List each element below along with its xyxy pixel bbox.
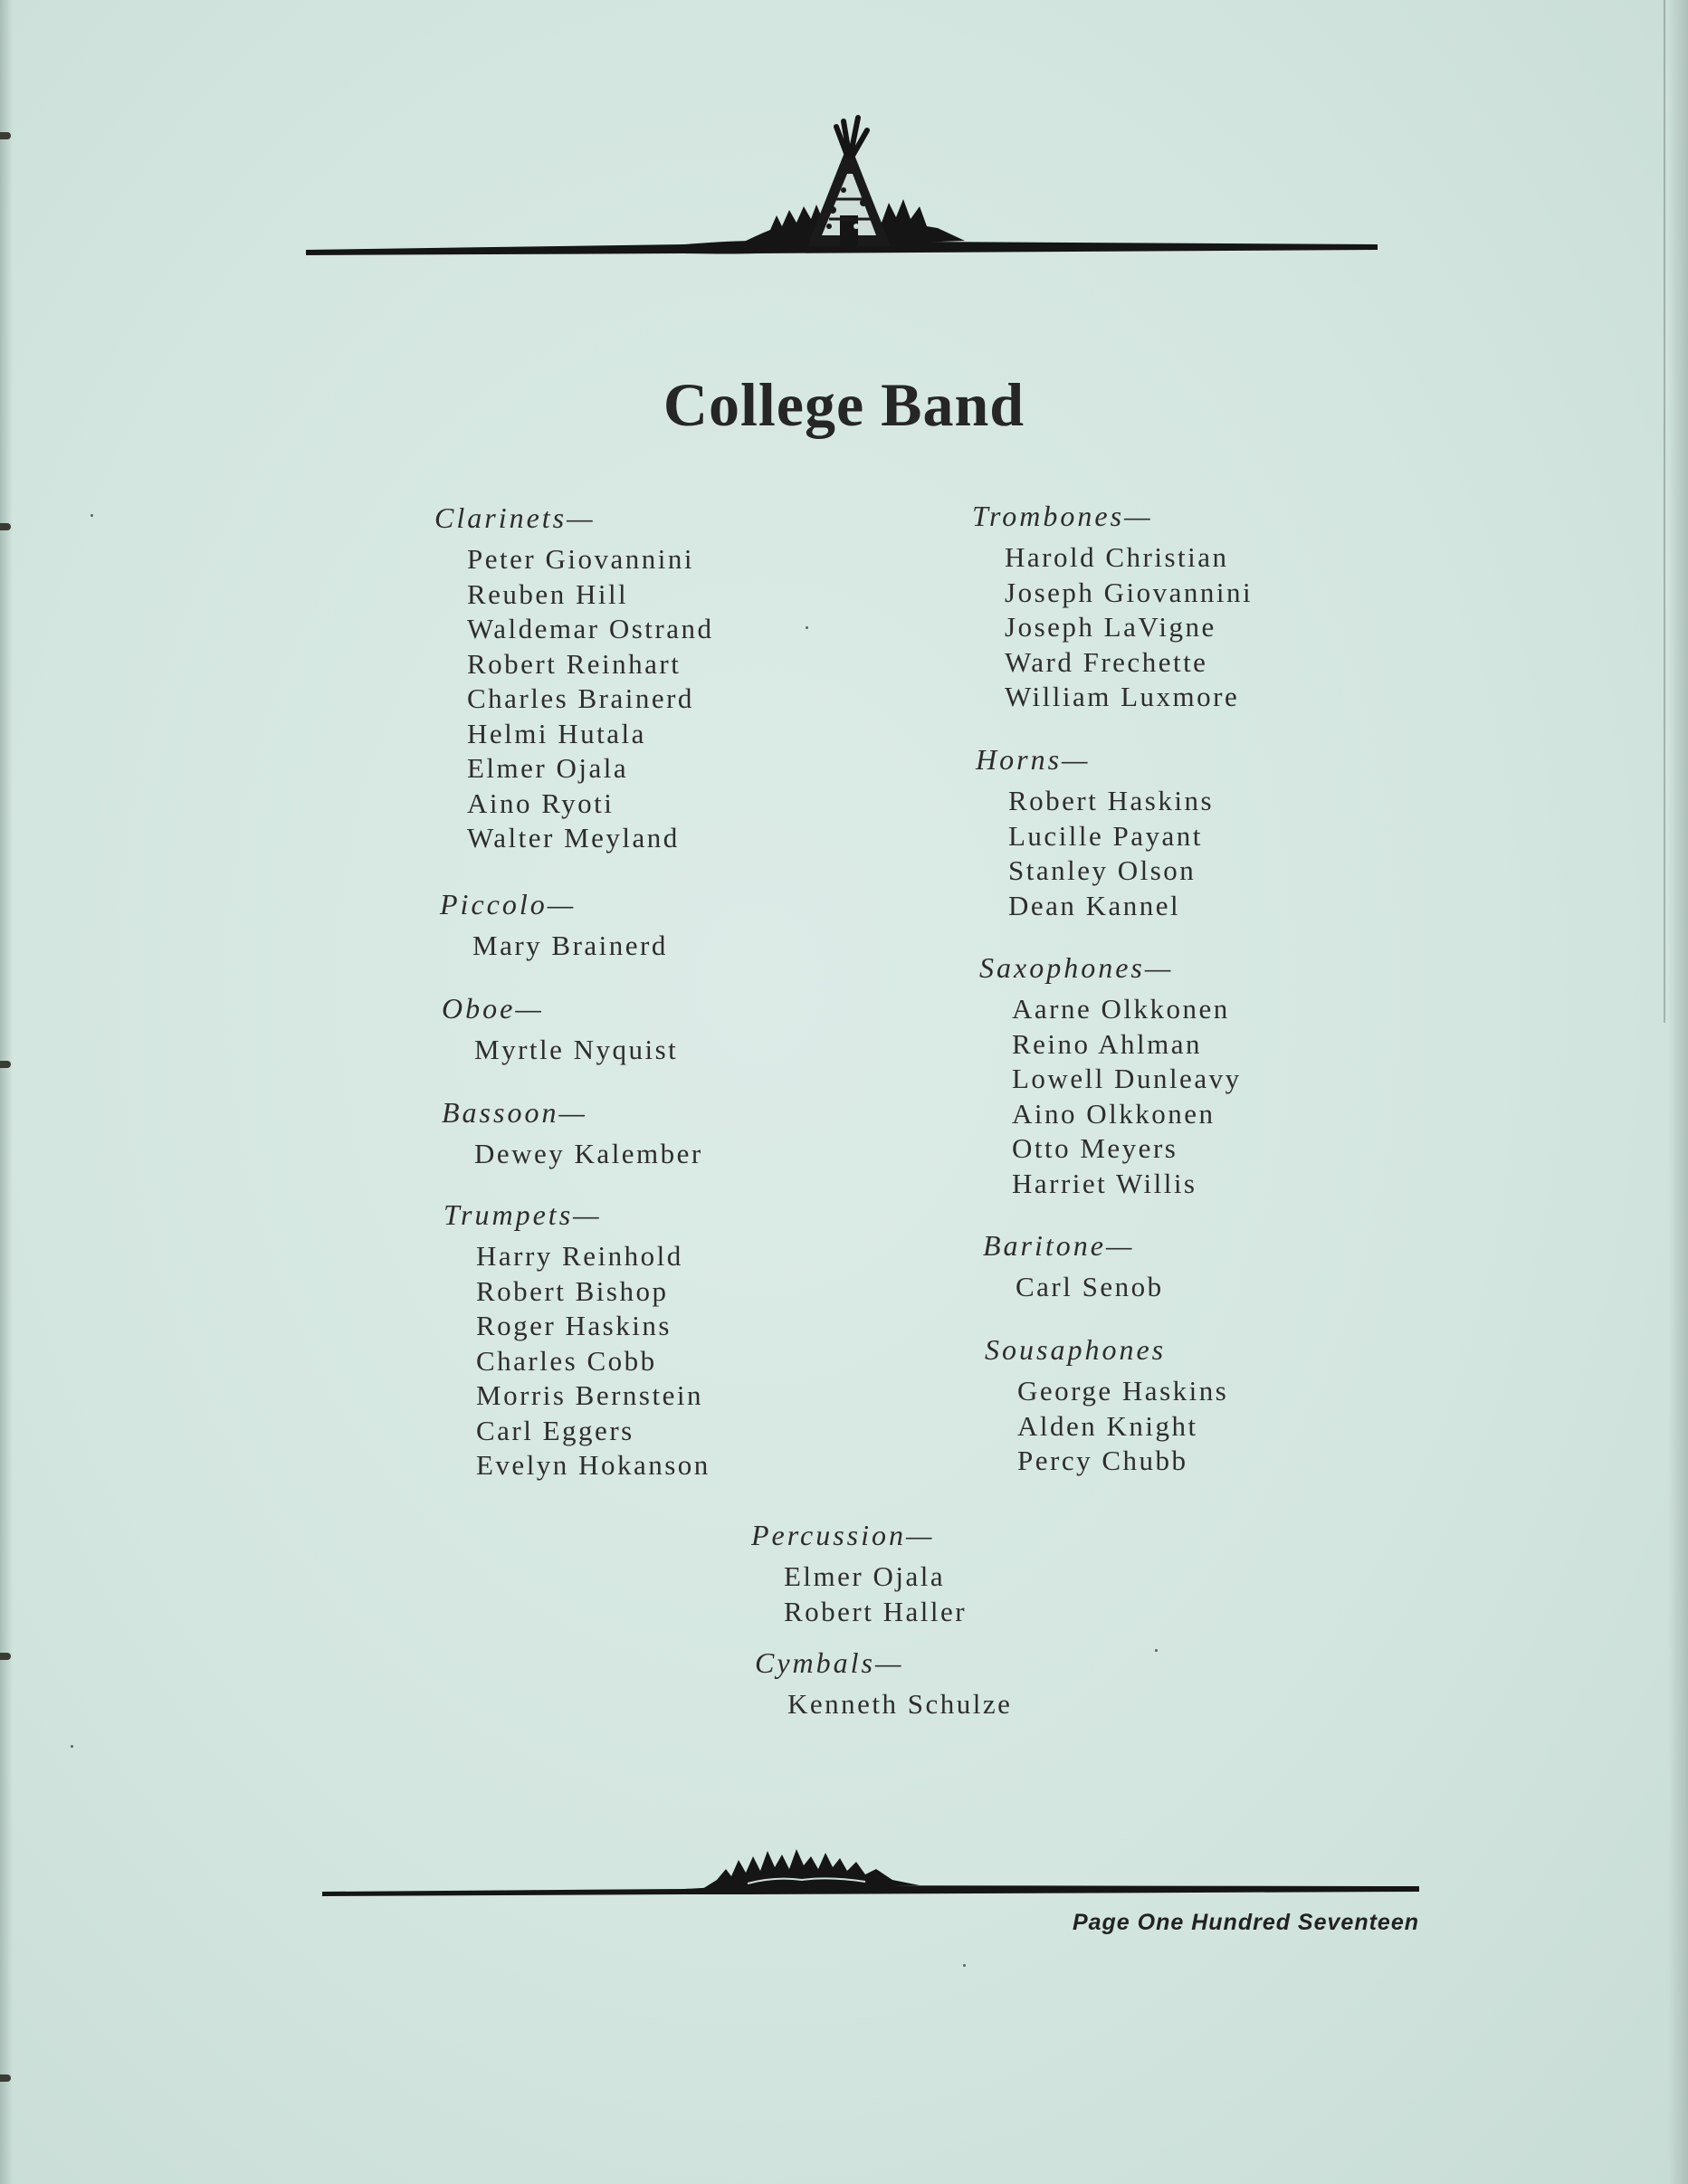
section-heading: Clarinets—	[434, 501, 596, 534]
member-name: Helmi Hutala	[467, 717, 646, 749]
member-name: Lowell Dunleavy	[1012, 1063, 1242, 1094]
binding-hole-mark	[0, 1061, 11, 1068]
member-name: Dean Kannel	[1008, 889, 1181, 921]
section-baritone	[983, 1228, 1544, 1305]
section-sousaphones	[985, 1332, 1546, 1479]
member-name: Aino Ryoti	[467, 787, 615, 819]
binding-hole-mark	[0, 1653, 11, 1660]
member-name: Lucille Payant	[1008, 819, 1203, 852]
section-saxophones	[979, 950, 1540, 1201]
member-name: Roger Haskins	[476, 1310, 672, 1341]
member-name: Joseph LaVigne	[1005, 611, 1216, 643]
member-name: Elmer Ojala	[784, 1560, 946, 1592]
section-clarinets	[434, 501, 996, 856]
member-name: Kenneth Schulze	[787, 1688, 1013, 1720]
member-name: Charles Cobb	[476, 1344, 657, 1377]
section-heading: Cymbals—	[755, 1646, 904, 1679]
page-number-footer: Page One Hundred Seventeen	[1072, 1910, 1419, 1935]
section-bassoon	[442, 1095, 1003, 1172]
member-name: George Haskins	[1017, 1375, 1229, 1407]
binding-hole-mark	[0, 2074, 11, 2082]
member-name: Harriet Willis	[1012, 1167, 1197, 1199]
spine-shadow	[0, 0, 13, 2184]
member-name: Aino Olkkonen	[1012, 1097, 1216, 1130]
section-heading: Horns—	[976, 743, 1091, 776]
member-name: Peter Giovannini	[467, 543, 694, 575]
member-name: Reuben Hill	[467, 577, 629, 610]
member-name: Evelyn Hokanson	[476, 1449, 710, 1481]
section-oboe	[442, 991, 1003, 1068]
section-heading: Percussion—	[751, 1519, 935, 1551]
section-trumpets	[443, 1197, 1005, 1483]
binding-hole-mark	[0, 523, 11, 530]
member-name: Elmer Ojala	[467, 752, 629, 784]
member-name: Robert Haskins	[1008, 785, 1215, 816]
section-heading: Baritone—	[983, 1229, 1135, 1262]
member-name: Carl Eggers	[476, 1414, 634, 1446]
paper-speck	[963, 1964, 966, 1967]
paper-speck	[806, 626, 808, 629]
member-name: Mary Brainerd	[472, 930, 668, 961]
member-name: Joseph Giovannini	[1005, 576, 1254, 608]
section-heading: Saxophones—	[979, 951, 1174, 984]
section-heading: Oboe—	[442, 992, 544, 1025]
section-heading: Sousaphones	[985, 1333, 1167, 1366]
member-name: Dewey Kalember	[474, 1138, 703, 1169]
section-heading: Trombones—	[972, 500, 1153, 532]
member-name: Robert Reinhart	[467, 647, 682, 680]
tepee-icon	[304, 91, 1379, 262]
section-heading: Bassoon—	[442, 1096, 587, 1129]
section-percussion	[751, 1518, 1312, 1629]
member-name: Charles Brainerd	[467, 682, 694, 714]
member-name: Harry Reinhold	[476, 1240, 683, 1272]
member-name: Robert Bishop	[476, 1274, 669, 1307]
section-horns	[976, 742, 1537, 923]
page-title: College Band	[663, 370, 1025, 439]
section-cymbals	[755, 1645, 1316, 1722]
member-name: Otto Meyers	[1012, 1132, 1178, 1164]
section-heading: Piccolo—	[440, 888, 577, 920]
member-name: Robert Haller	[784, 1595, 968, 1627]
paper-speck	[71, 1745, 73, 1748]
member-name: Aarne Olkkonen	[1012, 993, 1230, 1025]
paper-speck	[1155, 1649, 1158, 1652]
member-name: Reino Ahlman	[1012, 1027, 1202, 1060]
member-name: Walter Meyland	[467, 822, 680, 854]
section-piccolo	[440, 887, 1001, 964]
member-name: Harold Christian	[1005, 541, 1229, 573]
page-fold-line	[1664, 0, 1665, 1023]
member-name: Percy Chubb	[1017, 1445, 1188, 1476]
member-name: Myrtle Nyquist	[474, 1034, 679, 1065]
page-edge-shadow	[1668, 0, 1688, 2184]
section-trombones	[972, 499, 1533, 715]
member-name: Morris Bernstein	[476, 1379, 703, 1411]
member-name: Stanley Olson	[1008, 854, 1197, 886]
member-name: Alden Knight	[1017, 1409, 1198, 1442]
treeline-icon	[322, 1824, 1419, 1896]
member-name: Carl Senob	[1016, 1271, 1164, 1302]
member-name: Ward Frechette	[1005, 645, 1208, 678]
section-heading: Trumpets—	[443, 1198, 602, 1231]
member-name: William Luxmore	[1005, 681, 1240, 712]
paper-speck	[91, 514, 93, 517]
member-name: Waldemar Ostrand	[467, 613, 714, 644]
binding-hole-mark	[0, 132, 11, 139]
